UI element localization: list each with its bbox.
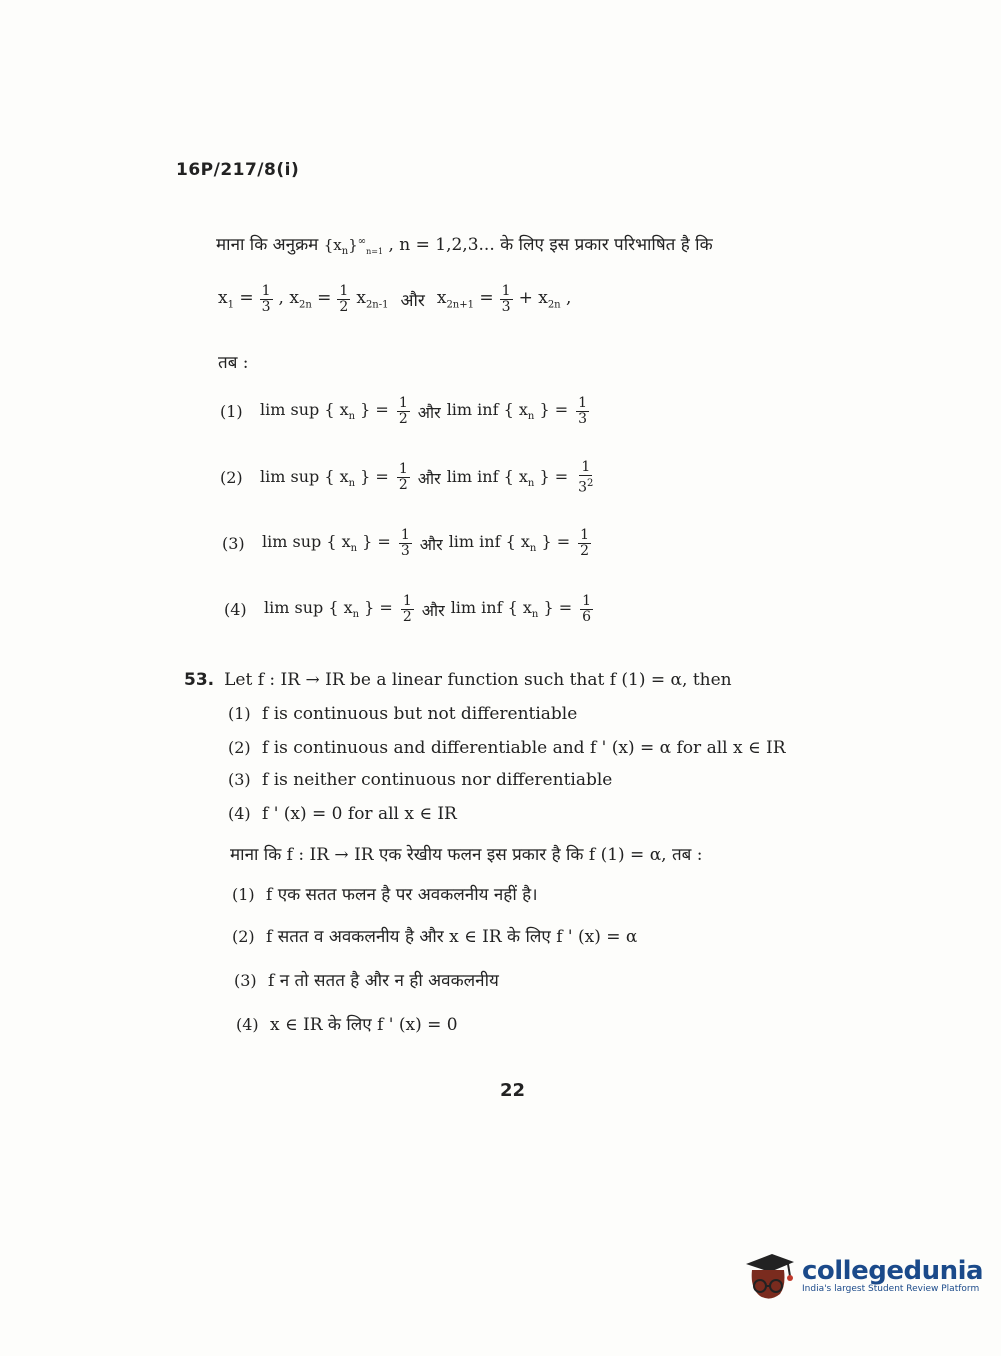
mascot-icon [742,1248,796,1302]
page-number: 22 [500,1080,526,1101]
q53-hindi-option-4: (4) x ∈ IR के लिए f ' (x) = 0 [236,1015,458,1035]
q52-option-4: (4) lim sup { $x_n$ } = $\frac{1}{2}$ और lim inf { $x_n$ } = $\frac{1}{6}$ [224,593,592,625]
collegedunia-logo [742,1248,983,1302]
q52-option-1: (1) lim sup { $x_n$ } = $\frac{1}{2}$ और lim inf { $x_n$ } = $\frac{1}{3}$ [220,395,588,427]
q53-option-1: (1) f is continuous but not differentiable [228,704,578,724]
q52-hindi-stem: माना कि अनुक्रम $\{x_n\}^\infty_{n=1}$ , n = 1,2,3... के लिए इस प्रकार परिभाषित है कि [216,235,713,257]
q52-tab: तब : [218,353,249,373]
q53-stem: 53. Let f : IR → IR be a linear function such that f (1) = α, then [184,670,732,690]
logo-name: collegedunia [802,1256,984,1286]
logo-tagline: India's largest Student Review Platform [802,1284,980,1294]
q53-hindi-option-1: (1) f एक सतत फलन है पर अवकलनीय नहीं है। [232,885,538,905]
paper-code: 16P/217/8(i) [176,160,300,180]
q53-hindi-option-3: (3) f न तो सतत है और न ही अवकलनीय [234,971,499,991]
q52-sequence-definition: $x_1$ = $\frac{1}{3}$ , $x_{2n}$ = $\frac{1}{2}$ $x_{2n-1}$ और $x_{2n+1}$ = $\frac{1}{3}$ + $x_{2n}$ , [218,283,572,315]
q52-option-2: (2) lim sup { $x_n$ } = $\frac{1}{2}$ और lim inf { $x_n$ } = $\frac{1}{3^2}$ [220,459,594,496]
q53-hindi-stem: माना कि f : IR → IR एक रेखीय फलन इस प्रकार है कि f (1) = α, तब : [230,845,703,865]
q52-option-3: (3) lim sup { $x_n$ } = $\frac{1}{3}$ और lim inf { $x_n$ } = $\frac{1}{2}$ [222,527,590,559]
q53-option-3: (3) f is neither continuous nor differentiable [228,770,613,790]
q53-option-2: (2) f is continuous and differentiable and f ' (x) = α for all x ∈ IR [228,738,786,758]
q53-hindi-option-2: (2) f सतत व अवकलनीय है और x ∈ IR के लिए f ' (x) = α [232,927,638,947]
q53-option-4: (4) f ' (x) = 0 for all x ∈ IR [228,804,457,824]
